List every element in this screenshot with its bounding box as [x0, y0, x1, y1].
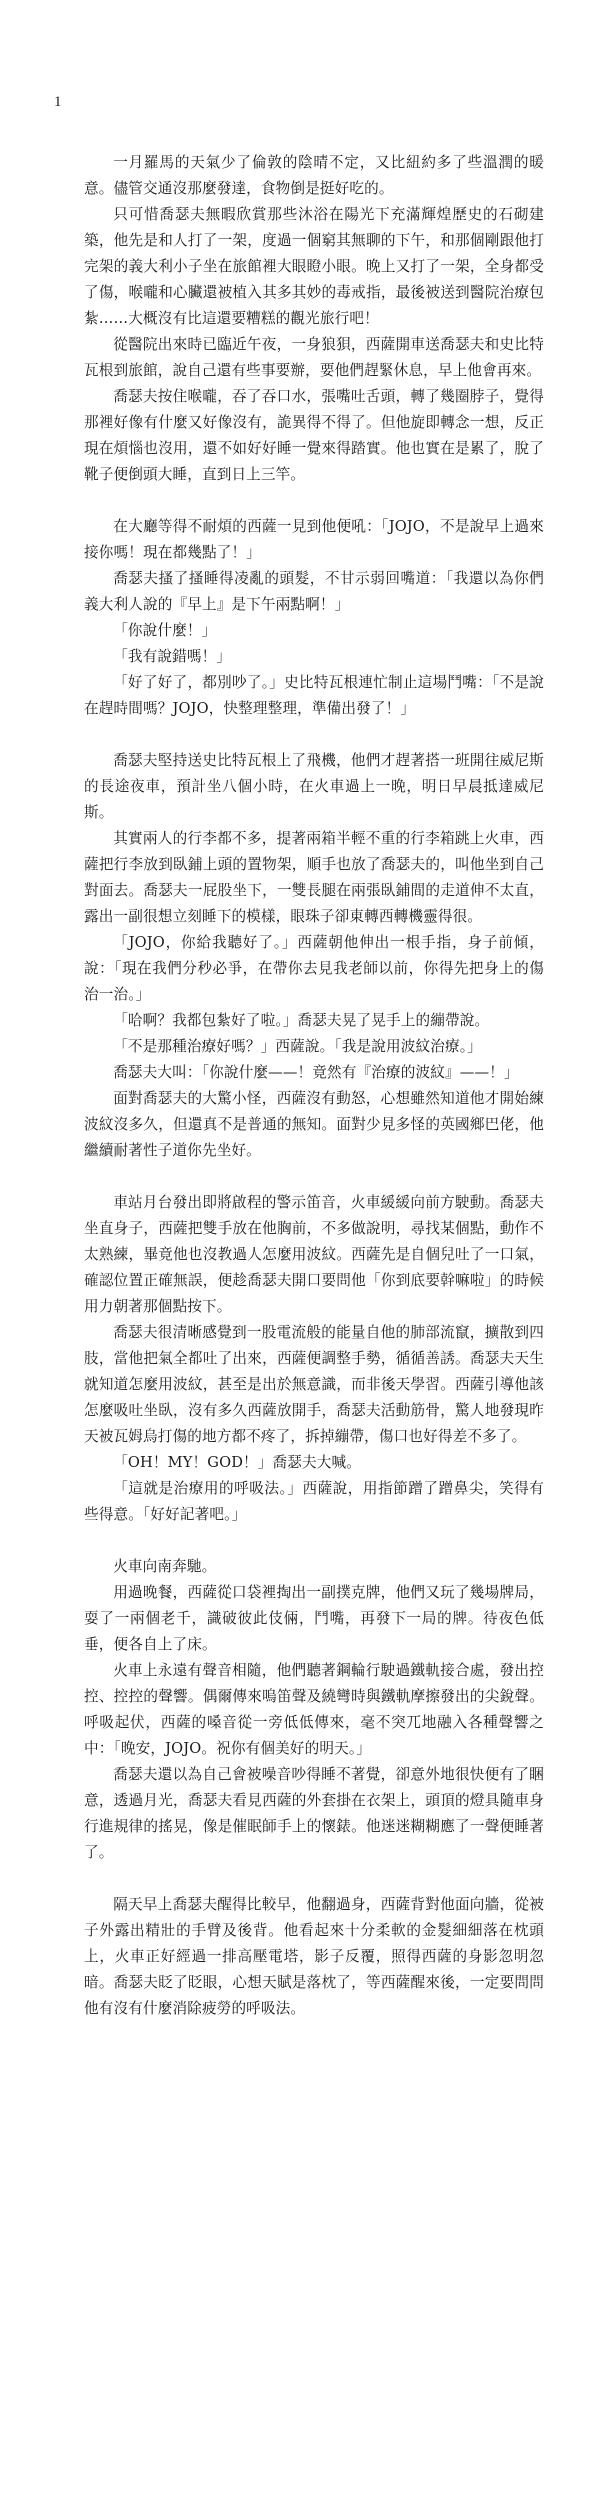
- paragraph: 「JOJO，你給我聽好了。」西薩朝他伸出一根手指，身子前傾，說：「現在我們分秒必爭，在帶你去見我老師以前，你得先把身上的傷治一治。」: [84, 934, 544, 1003]
- paragraph: 喬瑟夫很清晰感覺到一股電流般的能量自他的肺部流竄，擴散到四肢，當他把氣全都吐了出來，西薩便調整手勢，循循善誘。喬瑟夫天生就知道怎麼用波紋，甚至是出於無意識，而非後天學習。西薩引導他該怎麼吸吐坐臥，沒有多久西薩放開手，喬瑟夫活動筋骨，驚人地發現昨天被瓦姆烏打傷的地方都不疼了，拆掉繃帶，傷口也好得差不多了。: [84, 1324, 544, 1445]
- paragraph: 火車上永遠有聲音相隨，他們聽著鋼輪行駛過鐵軌接合處，發出控控、控控的聲響。偶爾傳來嗚笛聲及繞彎時與鐵軌摩擦發出的尖銳聲。呼吸起伏，西薩的嗓音從一旁低低傳來，毫不突兀地融入各種聲響之中：「晚安，JOJO。祝你有個美好的明天。」: [84, 1662, 544, 1757]
- paragraph: 用過晚餐，西薩從口袋裡掏出一副撲克牌，他們又玩了幾場牌局，耍了一兩個老千，識破彼此伎倆，鬥嘴，再發下一局的牌。待夜色低垂，便各自上了床。: [84, 1584, 544, 1653]
- paragraph: 在大廳等得不耐煩的西薩一見到他便吼：「JOJO，不是說早上過來接你嗎！現在都幾點了！」: [84, 518, 544, 561]
- paragraph: 其實兩人的行李都不多，提著兩箱半輕不重的行李箱跳上火車，西薩把行李放到臥鋪上頭的置物架，順手也放了喬瑟夫的，叫他坐到自己對面去。喬瑟夫一屁股坐下，一雙長腿在兩張臥鋪間的走道伸不太直，露出一副很想立刻睡下的模樣，眼珠子卻東轉西轉機靈得很。: [84, 830, 544, 925]
- paragraph: 「好了好了，都別吵了。」史比特瓦根連忙制止這場鬥嘴：「不是說在趕時間嗎？JOJO，快整理整理，準備出發了！」: [84, 674, 544, 717]
- paragraph: 車站月台發出即將啟程的警示笛音，火車緩緩向前方駛動。喬瑟夫坐直身子，西薩把雙手放在他胸前，不多做說明，尋找某個點，動作不太熟練，畢竟他也沒教過人怎麼用波紋。西薩先是自個兒吐了一口氣，確認位置正確無誤，便趁喬瑟夫開口要問他「你到底要幹嘛啦」的時候用力朝著那個點按下。: [84, 1194, 544, 1315]
- paragraph: 隔天早上喬瑟夫醒得比較早，他翻過身，西薩背對他面向牆，從被子外露出精壯的手臂及後背。他看起來十分柔軟的金髮細細落在枕頭上，火車正好經過一排高壓電塔，影子反覆，照得西薩的身影忽明忽暗。喬瑟夫眨了眨眼，心想天賦是落枕了，等西薩醒來後，一定要問問他有沒有什麼消除疲勞的呼吸法。: [84, 1896, 544, 2017]
- paragraph: 一月羅馬的天氣少了倫敦的陰晴不定，又比紐約多了些溫潤的暖意。儘管交通沒那麼發達，食物倒是挺好吃的。: [84, 154, 544, 197]
- paragraph: 喬瑟夫按住喉嚨，吞了吞口水，張嘴吐舌頭，轉了幾圈脖子，覺得那裡好像有什麼又好像沒有，詭異得不得了。但他旋即轉念一想，反正現在煩惱也沒用，還不如好好睡一覺來得踏實。他也實在是累了，脫了靴子便倒頭大睡，直到日上三竿。: [84, 388, 544, 483]
- paragraph: 喬瑟夫搔了搔睡得凌亂的頭髮，不甘示弱回嘴道：「我還以為你們義大利人說的『早上』是下午兩點啊！」: [84, 570, 544, 613]
- paragraph: 「我有說錯嗎！」: [113, 648, 232, 665]
- paragraph: 火車向南奔馳。: [113, 1558, 217, 1575]
- paragraph: 「哈啊？我都包紮好了啦。」喬瑟夫晃了晃手上的繃帶說。: [113, 1012, 490, 1029]
- paragraph: 「你說什麼！」: [113, 622, 217, 639]
- paragraph: 喬瑟夫還以為自己會被噪音吵得睡不著覺，卻意外地很快便有了睏意，透過月光，喬瑟夫看見西薩的外套掛在衣架上，頭頂的燈具隨車身行進規律的搖晃，像是催眠師手上的懷錶。他迷迷糊糊應了一聲便睡著了。: [84, 1766, 544, 1861]
- paragraph: 喬瑟夫大叫：「你說什麼——！竟然有『治療的波紋』——！」: [113, 1064, 519, 1081]
- paragraph: 「這就是治療用的呼吸法。」西薩說，用指節蹭了蹭鼻尖，笑得有些得意。「好好記著吧。」: [84, 1480, 544, 1523]
- paragraph: 喬瑟夫堅持送史比特瓦根上了飛機，他們才趕著搭一班開往威尼斯的長途夜車，預計坐八個小時，在火車過上一晚，明日早晨抵達威尼斯。: [84, 752, 544, 821]
- body-text: [84, 150, 544, 2022]
- paragraph: 從醫院出來時已臨近午夜，一身狼狽，西薩開車送喬瑟夫和史比特瓦根到旅館，說自己還有些事要辦，要他們趕緊休息，早上他會再來。: [84, 336, 544, 379]
- page-number: 1: [54, 94, 62, 110]
- paragraph: 「不是那種治療好嗎？」西薩說。「我是說用波紋治療。」: [113, 1038, 482, 1055]
- paragraph: 「OH！MY！GOD！」喬瑟夫大喊。: [113, 1454, 362, 1471]
- paragraph: 面對喬瑟夫的大驚小怪，西薩沒有動怒，心想雖然知道他才開始練波紋沒多久，但還真不是普通的無知。面對少見多怪的英國鄉巴佬，他繼續耐著性子道你先坐好。: [84, 1090, 544, 1159]
- paragraph: 只可惜喬瑟夫無暇欣賞那些沐浴在陽光下充滿輝煌歷史的石砌建築，他先是和人打了一架，度過一個窮其無聊的下午，和那個剛跟他打完架的義大利小子坐在旅館裡大眼瞪小眼。晚上又打了一架，全身都受了傷，喉嚨和心臟還被植入其多其妙的毒戒指，最後被送到醫院治療包紮……大概沒有比這還要糟糕的觀光旅行吧！: [84, 206, 544, 327]
